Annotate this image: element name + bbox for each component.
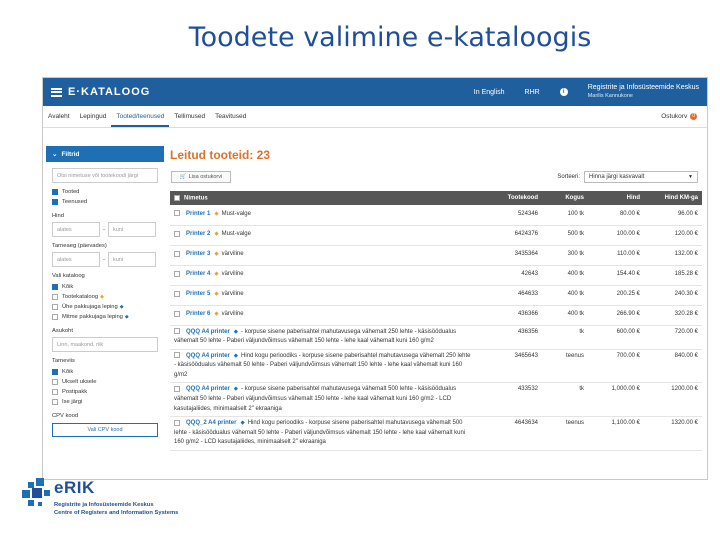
price-to-input[interactable]: kuni	[108, 222, 156, 237]
location-label: Asukoht	[52, 328, 73, 334]
catalog-multi-checkbox[interactable]	[52, 312, 158, 322]
cell-price-vat: 320.28 €	[644, 305, 702, 325]
delivery-parcel-checkbox[interactable]	[52, 387, 158, 397]
user-name: Marilis Kannukone	[587, 93, 633, 99]
checkbox-label: Ühe pakkujaga leping	[62, 304, 118, 310]
tag-icon: ◆	[233, 352, 239, 359]
delivery-door-checkbox[interactable]	[52, 377, 158, 387]
cell-code: 433532	[476, 383, 542, 417]
checkbox-label: Teenused	[62, 199, 88, 205]
type-services-checkbox[interactable]	[52, 197, 158, 207]
menu-lines-icon	[51, 88, 62, 97]
filter-title: Filtrid	[61, 150, 80, 158]
cell-qty: tk	[542, 325, 588, 349]
col-name-label: Nimetus	[184, 195, 208, 202]
checkbox-icon	[52, 199, 58, 205]
row-checkbox[interactable]	[174, 251, 180, 257]
cell-qty: 500 tk	[542, 225, 588, 245]
col-code-header[interactable]: Tootekood	[476, 191, 542, 205]
cart-link[interactable]	[661, 113, 697, 120]
row-checkbox[interactable]	[174, 311, 180, 317]
table-row[interactable]	[170, 349, 702, 383]
cell-price-vat: 185.28 €	[644, 265, 702, 285]
nav-tooted[interactable]: Tooted/teenused	[111, 113, 169, 127]
checkbox-label: Ise järgi	[62, 399, 83, 405]
tag-icon: ◆	[214, 291, 219, 298]
cell-code: 4643634	[476, 417, 542, 451]
price-label: Hind	[52, 213, 64, 219]
product-name-link[interactable]: QQQ A4 printer	[186, 352, 230, 359]
cell-price: 100.00 €	[588, 225, 644, 245]
sort-value: Hinna järgi kasvavalt	[589, 174, 645, 180]
product-name-link[interactable]: Printer 6	[186, 311, 211, 318]
org-name: Registrite ja Infosüsteemide Keskus	[587, 84, 699, 91]
tag-icon: ◆	[124, 314, 129, 320]
product-description: - korpuse sisene paberisahtel mahutavusega vähemalt 250 lehte - käsisöödualus vähemalt 50 lehte - Paberi väljundvõimsus vähemalt 150 lehte - lehe kaal vähemalt kuni 160 g/m2	[174, 328, 457, 345]
cell-qty: 400 tk	[542, 305, 588, 325]
sort-control	[557, 171, 698, 183]
table-row[interactable]	[170, 383, 702, 417]
cell-price: 266.90 €	[588, 305, 644, 325]
tag-icon: ◆	[119, 304, 124, 310]
col-vat-header[interactable]: Hind KM-ga	[644, 191, 702, 205]
catalog-single-checkbox[interactable]	[52, 302, 158, 312]
checkbox-icon	[52, 399, 58, 405]
nav-teavitused[interactable]: Teavitused	[215, 113, 247, 120]
cell-qty: teenus	[542, 417, 588, 451]
type-products-checkbox[interactable]	[52, 187, 158, 197]
table-header-row	[170, 191, 702, 205]
tag-icon: ◆	[214, 210, 219, 217]
row-checkbox[interactable]	[174, 328, 180, 334]
tag-icon: ◆	[214, 231, 219, 238]
cell-price-vat: 132.00 €	[644, 245, 702, 265]
col-qty-header[interactable]: Kogus	[542, 191, 588, 205]
product-description: Must-valge	[221, 210, 251, 217]
cell-price: 110.00 €	[588, 245, 644, 265]
cell-name	[170, 205, 476, 225]
cell-qty: teenus	[542, 349, 588, 383]
product-name-link[interactable]: Printer 4	[186, 271, 211, 278]
results-panel	[170, 146, 702, 451]
product-name-link[interactable]: QQQ_2 A4 printer	[186, 420, 237, 427]
results-table	[170, 191, 702, 451]
logo-text: E·KATALOOG	[68, 86, 151, 98]
product-name-link[interactable]: Printer 3	[186, 251, 211, 258]
slide-title: Toodete valimine e-kataloogis	[188, 22, 592, 53]
cell-name	[170, 265, 476, 285]
checkbox-icon	[52, 294, 58, 300]
cell-code: 436356	[476, 325, 542, 349]
language-link[interactable]: In English	[473, 88, 505, 96]
tag-icon: ◆	[214, 271, 219, 278]
product-name-link[interactable]: QQQ A4 printer	[186, 386, 230, 393]
row-checkbox[interactable]	[174, 352, 180, 358]
row-checkbox[interactable]	[174, 210, 180, 216]
cell-code: 42643	[476, 265, 542, 285]
checkbox-icon	[52, 369, 58, 375]
chevron-down-icon: ⌄	[52, 151, 58, 158]
filter-header[interactable]	[46, 146, 164, 162]
add-to-cart-button[interactable]	[171, 171, 231, 183]
cell-price-vat: 240.30 €	[644, 285, 702, 305]
cell-code: 3435364	[476, 245, 542, 265]
select-all-checkbox[interactable]	[174, 195, 180, 201]
cell-name	[170, 225, 476, 245]
checkbox-icon	[52, 389, 58, 395]
cpv-label: CPV kood	[52, 413, 79, 419]
range-dash: -	[103, 256, 105, 263]
cell-code: 6424376	[476, 225, 542, 245]
cell-code: 464633	[476, 285, 542, 305]
cell-price: 154.40 €	[588, 265, 644, 285]
app-logo[interactable]	[51, 86, 150, 98]
cell-name	[170, 417, 476, 451]
catalog-all-checkbox[interactable]	[52, 282, 158, 292]
catalog-product-checkbox[interactable]	[52, 292, 158, 302]
delivery-to-input[interactable]: kuni	[108, 252, 156, 267]
checkbox-label: Tooted	[62, 189, 80, 195]
cart-count-badge: 0	[692, 113, 695, 119]
col-name-header[interactable]	[170, 191, 476, 205]
cell-code: 436366	[476, 305, 542, 325]
checkbox-label: Ukselt uksele	[62, 379, 97, 385]
logo-square	[32, 488, 42, 498]
logo-square	[38, 502, 42, 506]
cell-price: 1,100.00 €	[588, 417, 644, 451]
cell-price-vat: 96.00 €	[644, 205, 702, 225]
checkbox-icon	[52, 304, 58, 310]
main-nav	[43, 106, 707, 128]
table-row[interactable]	[170, 305, 702, 325]
table-row[interactable]	[170, 245, 702, 265]
table-row[interactable]	[170, 325, 702, 349]
cell-name	[170, 349, 476, 383]
cell-name	[170, 285, 476, 305]
checkbox-label: Tootekataloog	[62, 294, 99, 300]
checkbox-icon	[52, 284, 58, 290]
table-row[interactable]	[170, 417, 702, 451]
sort-label: Sorteeri:	[557, 174, 580, 180]
cart-label: Ostukorv	[661, 113, 688, 120]
product-description: värviline	[221, 271, 244, 278]
results-count: Leitud tooteid: 23	[170, 148, 270, 162]
table-row[interactable]	[170, 205, 702, 225]
cell-price-vat: 120.00 €	[644, 225, 702, 245]
nav-tellimused[interactable]: Tellimused	[174, 113, 206, 120]
checkbox-icon	[52, 379, 58, 385]
cell-price-vat: 720.00 €	[644, 325, 702, 349]
product-name-link[interactable]: Printer 5	[186, 291, 211, 298]
delivery-label: Tarneaeg (päevades)	[52, 243, 107, 249]
filter-panel	[46, 146, 164, 441]
location-input[interactable]: Linn, maakond, riik	[52, 337, 158, 352]
nav-avaleht[interactable]: Avaleht	[48, 113, 70, 120]
erik-logo	[20, 478, 240, 538]
app-window	[42, 77, 708, 480]
product-search-input[interactable]: Otsi nimetuse või tootekoodi järgi	[52, 168, 158, 183]
cell-price: 700.00 €	[588, 349, 644, 383]
cell-price: 1,000.00 €	[588, 383, 644, 417]
cpv-select-button[interactable]: Vali CPV kood	[52, 423, 158, 437]
tag-icon: ◆	[233, 328, 239, 335]
checkbox-icon	[52, 314, 58, 320]
cell-price: 80.00 €	[588, 205, 644, 225]
cell-code: 3465643	[476, 349, 542, 383]
erik-brand: eRIK	[54, 478, 95, 497]
product-description: - korpuse sisene paberisahtel mahutavusega vähemalt 500 lehte - käsisöödualus vähemalt 50 lehte - Paberi väljundvõimsus vähemalt 150 lehte - lehe kaal vähemalt kuni 160 g/m2 - LCD kasutajaliides, minimaalselt 2" ekraaniga	[174, 386, 457, 412]
row-checkbox[interactable]	[174, 420, 180, 426]
caret-down-icon: ▼	[688, 174, 693, 180]
row-checkbox[interactable]	[174, 271, 180, 277]
cell-qty: 400 tk	[542, 265, 588, 285]
product-description: värviline	[221, 311, 244, 318]
cell-price-vat: 840.00 €	[644, 349, 702, 383]
cart-icon: 🛒	[179, 174, 187, 180]
cell-qty: tk	[542, 383, 588, 417]
product-name-link[interactable]: QQQ A4 printer	[186, 328, 230, 335]
erik-line-en: Centre of Registers and Information Systems	[54, 509, 179, 516]
product-description: Must-valge	[221, 231, 251, 238]
nav-lepingud[interactable]: Lepingud	[79, 113, 107, 120]
logo-square	[28, 500, 34, 506]
cell-name	[170, 305, 476, 325]
tag-icon: ◆	[240, 420, 245, 427]
tag-icon: ◆	[233, 386, 239, 393]
logo-square	[36, 478, 44, 486]
top-bar	[43, 78, 707, 106]
range-dash: -	[103, 226, 105, 233]
table-row[interactable]	[170, 285, 702, 305]
logo-square	[44, 490, 50, 496]
sort-select[interactable]	[584, 171, 698, 183]
row-checkbox[interactable]	[174, 231, 180, 237]
table-row[interactable]	[170, 265, 702, 285]
col-price-header[interactable]: Hind	[588, 191, 644, 205]
checkbox-label: Kõik	[62, 369, 74, 375]
cell-name	[170, 245, 476, 265]
cell-qty: 400 tk	[542, 285, 588, 305]
product-description: Hind kogu perioodiks - korpuse sisene paberisahtel mahutavusega vähemalt 500 lehte - käsisöödualus vähemalt 50 lehte - Paberi väljundvõimsus vähemalt 150 lehte - lehe kaal vähemalt kuni 160 g/m2 - LCD kasutajaliides, minimaalselt 2" ekraaniga	[174, 420, 466, 446]
erik-line-et: Registrite ja Infosüsteemide Keskus	[54, 502, 154, 508]
product-description: värviline	[221, 251, 244, 258]
info-icon[interactable]: i	[560, 88, 568, 96]
product-name-link[interactable]: Printer 2	[186, 231, 211, 238]
cell-qty: 300 tk	[542, 245, 588, 265]
cell-name	[170, 325, 476, 349]
table-row[interactable]	[170, 225, 702, 245]
checkbox-label: Mitme pakkujaga leping	[62, 314, 123, 320]
checkbox-label: Postipakk	[62, 389, 88, 395]
cell-price: 600.00 €	[588, 325, 644, 349]
cell-price: 200.25 €	[588, 285, 644, 305]
product-name-link[interactable]: Printer 1	[186, 210, 211, 217]
supplier-label: Tarneviis	[52, 358, 75, 364]
checkbox-icon	[52, 189, 58, 195]
add-to-cart-label: Lisa ostukorvi	[188, 174, 223, 180]
catalog-label: Vali kataloog	[52, 273, 85, 279]
product-description: Hind kogu perioodiks - korpuse sisene paberisahtel mahutavusega vähemalt 250 lehte - käsisöödualus vähemalt 50 lehte - Paberi väljundvõimsus vähemalt 150 lehte - lehe kaal vähemalt kuni 160 g/m2	[174, 352, 471, 378]
delivery-pickup-checkbox[interactable]	[52, 397, 158, 407]
tag-icon: ◆	[214, 311, 219, 318]
product-description: värviline	[221, 291, 244, 298]
tag-icon: ◆	[100, 294, 104, 300]
user-menu[interactable]	[588, 84, 699, 100]
delivery-from-input[interactable]: alates	[52, 252, 100, 267]
checkbox-label: Kõik	[62, 284, 74, 290]
cell-code: 524346	[476, 205, 542, 225]
cell-price-vat: 1320.00 €	[644, 417, 702, 451]
cell-price-vat: 1200.00 €	[644, 383, 702, 417]
cell-qty: 100 tk	[542, 205, 588, 225]
row-checkbox[interactable]	[174, 291, 180, 297]
delivery-all-checkbox[interactable]	[52, 367, 158, 377]
cell-name	[170, 383, 476, 417]
logo-square	[22, 490, 30, 498]
price-from-input[interactable]: alates	[52, 222, 100, 237]
tag-icon: ◆	[214, 251, 219, 258]
rhr-link[interactable]: RHR	[524, 88, 540, 96]
row-checkbox[interactable]	[174, 386, 180, 392]
